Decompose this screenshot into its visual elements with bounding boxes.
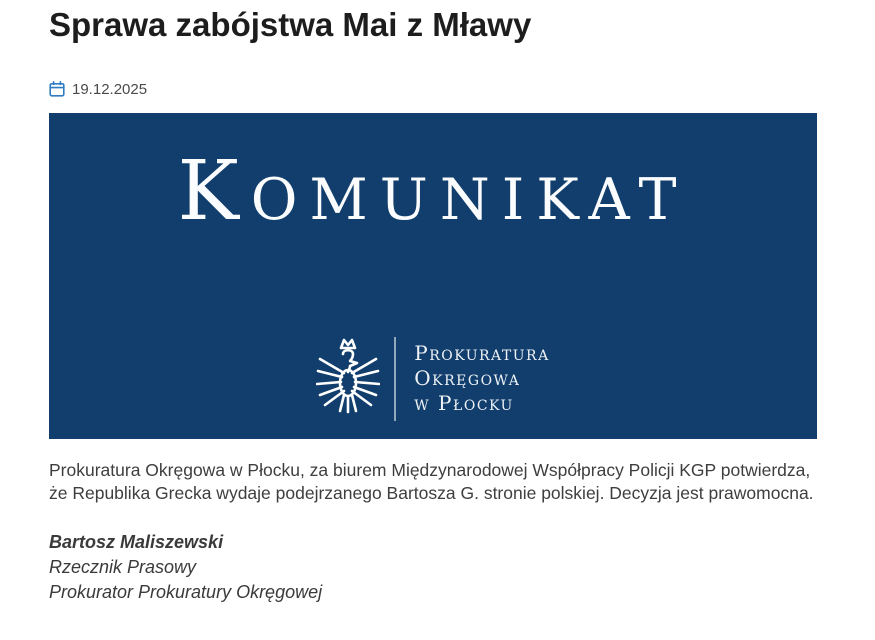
- communique-banner-image: [49, 113, 817, 439]
- signature-role-1: Rzecznik Prasowy: [49, 556, 197, 577]
- org-name-line3: w Płocku: [414, 391, 514, 416]
- emblem-divider: [394, 337, 396, 421]
- calendar-icon: [49, 81, 65, 97]
- publication-date: 19.12.2025: [72, 80, 148, 98]
- signature-role-2: Prokurator Prokuratury Okręgowej: [49, 581, 323, 602]
- publication-date-row: [49, 81, 820, 98]
- signature-name: Bartosz Maliszewski: [49, 531, 224, 552]
- page-title: Sprawa zabójstwa Mai z Mławy: [49, 6, 532, 43]
- article-body-paragraph: Prokuratura Okręgowa w Płocku, za biurem Międzynarodowej Współpracy Policji KGP potwierdza, że Republika Grecka wydaje podejrzanego Bartosza G. stronie polskiej. Decyzja jest prawomocna.: [49, 459, 814, 504]
- organization-name: [414, 341, 549, 416]
- org-name-line1: Prokuratura: [414, 341, 550, 366]
- banner-heading: Komunikat: [177, 143, 689, 239]
- signature-block: [49, 530, 820, 605]
- prosecutor-office-emblem: [316, 337, 549, 421]
- polish-eagle-icon: [316, 337, 380, 420]
- org-name-line2: Okręgowa: [414, 366, 521, 391]
